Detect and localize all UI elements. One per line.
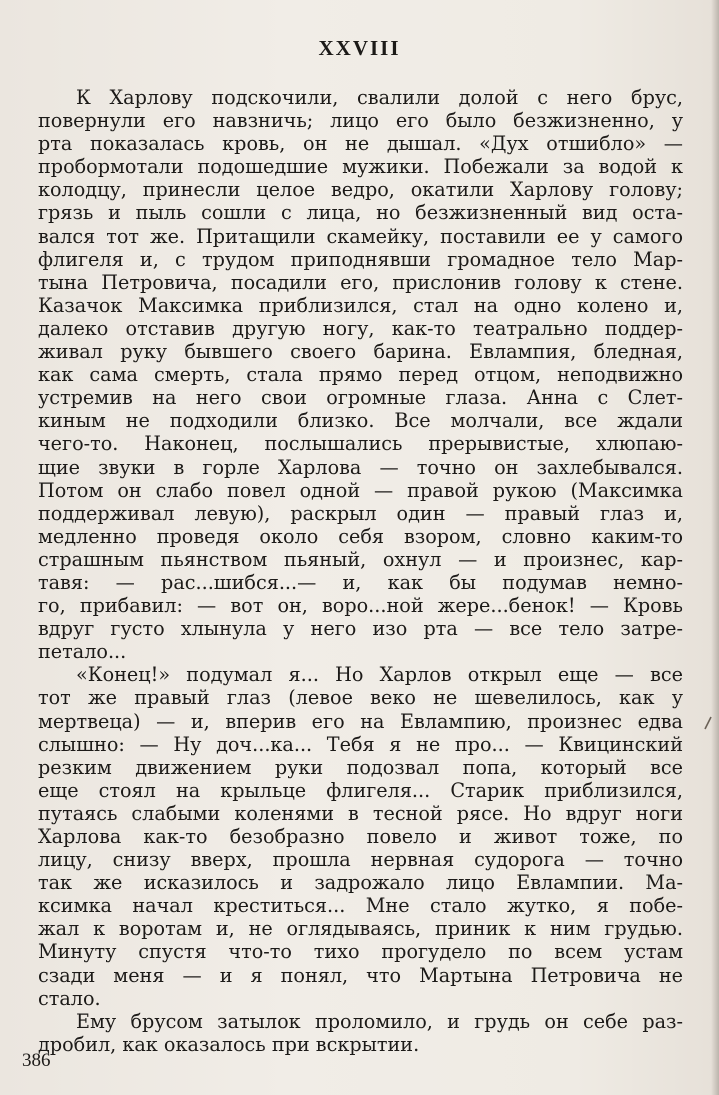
paragraph xyxy=(38,86,683,663)
text-line: мертвеца) — и, вперив его на Евлампию, произнес едва xyxy=(38,709,683,733)
body-text xyxy=(38,86,683,1056)
text-line: пробормотали подошедшие мужики. Побежали за водой к xyxy=(38,155,683,179)
text-line: го, прибавил: — вот он, воро...ной жере...бенок! — Кровь xyxy=(38,594,683,618)
text-line: сзади меня — и я понял, что Мартына Петровича не xyxy=(38,963,683,987)
paragraph xyxy=(38,663,683,1009)
text-line: ксимка начал креститься... Мне стало жутко, я побе- xyxy=(38,894,683,918)
text-line: тына Петровича, посадили его, прислонив голову к стене. xyxy=(38,270,683,294)
text-line: вдруг густо хлынула у него изо рта — все тело затре- xyxy=(38,617,683,641)
chapter-heading: XXVIII xyxy=(318,36,401,60)
text-line: так же исказилось и задрожало лицо Евлампии. Ма- xyxy=(38,871,683,895)
text-line: путаясь слабыми коленями в тесной рясе. Но вдруг ноги xyxy=(38,801,683,825)
page-number: 386 xyxy=(22,1050,51,1071)
text-line: чего-то. Наконец, послышались прерывистые, хлюпаю- xyxy=(38,432,683,456)
text-line: тот же правый глаз (левое веко не шевелилось, как у xyxy=(38,686,683,710)
text-line: дробил, как оказалось при вскрытии. xyxy=(38,1032,420,1056)
text-line: повернули его навзничь; лицо его было безжизненно, у xyxy=(38,109,683,133)
text-line: живал руку бывшего своего барина. Евлампия, бледная, xyxy=(38,340,683,364)
text-line: стало. xyxy=(38,986,101,1010)
text-line: Минуту спустя что-то тихо прогудело по всем устам xyxy=(38,940,683,964)
margin-pencil-mark xyxy=(703,716,713,730)
page-edge-shadow xyxy=(711,0,719,1095)
text-line: тавя: — рас...шибся...— и, как бы подумав немно- xyxy=(38,570,683,594)
text-line: как сама смерть, стала прямо перед отцом, неподвижно xyxy=(38,363,683,387)
text-line: флигеля и, с трудом приподнявши громадное тело Мар- xyxy=(38,247,683,271)
text-line: грязь и пыль сошли с лица, но безжизненный вид оста- xyxy=(38,201,683,225)
text-line: Казачок Максимка приблизился, стал на одно колено и, xyxy=(38,293,683,317)
text-line: киным не подходили близко. Все молчали, все ждали xyxy=(38,409,683,433)
text-line: резким движением руки подозвал попа, который все xyxy=(38,755,683,779)
paragraph xyxy=(38,1010,683,1056)
text-line: жал к воротам и, не оглядываясь, приник к ним грудью. xyxy=(38,917,683,941)
text-line: К Харлову подскочили, свалили долой с него брус, xyxy=(76,86,683,109)
text-line: далеко отставив другую ногу, как-то театрально поддер- xyxy=(38,316,683,340)
text-line: петало... xyxy=(38,640,127,664)
text-line: вался тот же. Притащили скамейку, поставили ее у самого xyxy=(38,224,683,248)
text-line: Ему брусом затылок проломило, и грудь он себе раз- xyxy=(76,1009,683,1033)
text-line: рта показалась кровь, он не дышал. «Дух отшибло» — xyxy=(38,132,683,156)
text-line: Харлова как-то безобразно повело и живот тоже, по xyxy=(38,825,683,848)
text-line: слышно: — Ну доч...ка... Тебя я не про... — Квицинский xyxy=(38,732,683,756)
text-line: Потом он слабо повел одной — правой рукою (Максимка xyxy=(38,478,683,502)
text-line: устремив на него свои огромные глаза. Анна с Слет- xyxy=(38,386,683,410)
text-line: колодцу, принесли целое ведро, окатили Харлову голову; xyxy=(38,178,683,202)
text-line: «Конец!» подумал я... Но Харлов открыл еще — все xyxy=(76,663,683,687)
text-line: щие звуки в горле Харлова — точно он захлебывался. xyxy=(38,455,683,479)
text-line: медленно проведя около себя взором, словно каким-то xyxy=(38,524,683,548)
text-line: поддерживал левую), раскрыл один — правый глаз и, xyxy=(38,501,683,525)
text-line: еще стоял на крыльце флигеля... Старик приблизился, xyxy=(38,778,683,802)
text-line: лицу, снизу вверх, прошла нервная судорога — точно xyxy=(38,848,683,872)
text-line: страшным пьянством пьяный, охнул — и произнес, кар- xyxy=(38,547,683,571)
